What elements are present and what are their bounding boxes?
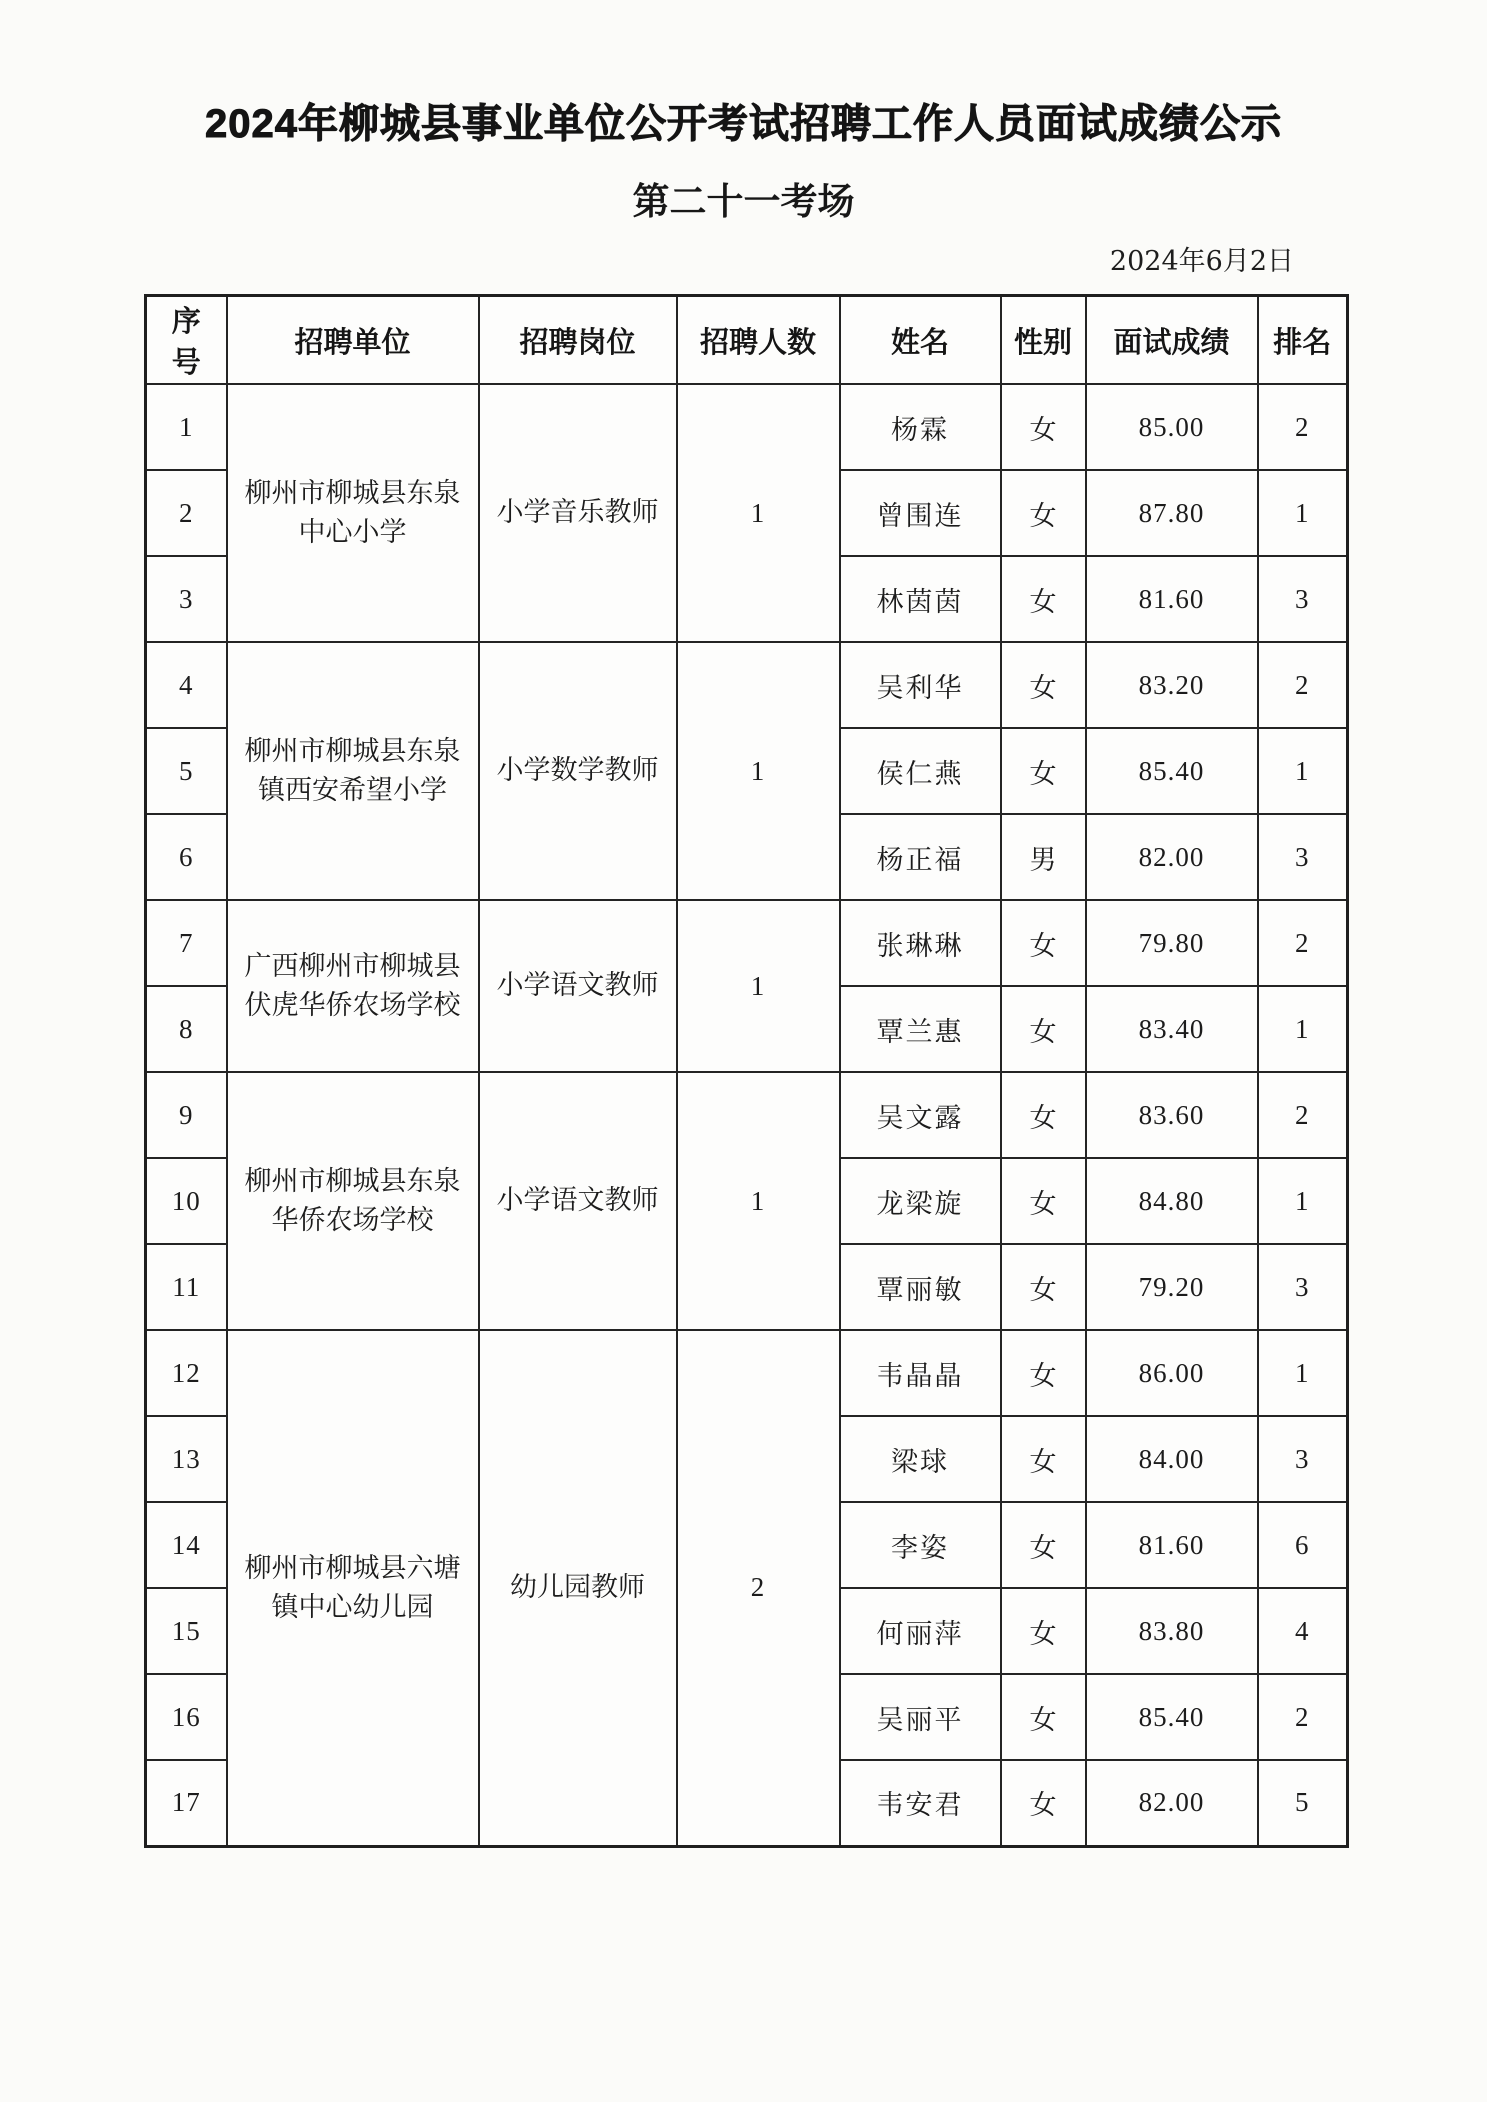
column-header-8: 排名 — [1258, 296, 1348, 385]
table-body — [146, 384, 1348, 1846]
rank-cell: 3 — [1258, 1416, 1348, 1502]
gender-cell: 女 — [1001, 1760, 1086, 1846]
score-cell: 85.40 — [1086, 728, 1258, 814]
document-date: 2024年6月2日 — [1109, 246, 1294, 277]
serial-cell: 15 — [146, 1588, 227, 1674]
score-cell: 84.00 — [1086, 1416, 1258, 1502]
gender-cell: 女 — [1001, 728, 1086, 814]
rank-cell: 1 — [1258, 470, 1348, 556]
score-cell: 81.60 — [1086, 556, 1258, 642]
table-header — [146, 296, 1348, 385]
name-cell: 林茵茵 — [840, 556, 1001, 642]
serial-cell: 13 — [146, 1416, 227, 1502]
rank-cell: 2 — [1258, 900, 1348, 986]
position-cell: 小学数学教师 — [479, 642, 677, 900]
score-cell: 82.00 — [1086, 814, 1258, 900]
serial-cell: 2 — [146, 470, 227, 556]
gender-cell: 女 — [1001, 1416, 1086, 1502]
score-cell: 87.80 — [1086, 470, 1258, 556]
serial-cell: 11 — [146, 1244, 227, 1330]
table-row — [146, 1330, 1348, 1416]
rank-cell: 2 — [1258, 642, 1348, 728]
column-header-1: 序号 — [146, 296, 227, 385]
column-header-2: 招聘单位 — [227, 296, 479, 385]
name-cell: 杨正福 — [840, 814, 1001, 900]
column-header-5: 姓名 — [840, 296, 1001, 385]
recruits-cell: 1 — [677, 642, 840, 900]
score-cell: 83.60 — [1086, 1072, 1258, 1158]
gender-cell: 男 — [1001, 814, 1086, 900]
serial-cell: 14 — [146, 1502, 227, 1588]
results-table — [144, 294, 1349, 1848]
gender-cell: 女 — [1001, 1244, 1086, 1330]
name-cell: 覃兰惠 — [840, 986, 1001, 1072]
name-cell: 侯仁燕 — [840, 728, 1001, 814]
score-cell: 81.60 — [1086, 1502, 1258, 1588]
name-cell: 曾围连 — [840, 470, 1001, 556]
gender-cell: 女 — [1001, 1588, 1086, 1674]
score-cell: 79.20 — [1086, 1244, 1258, 1330]
serial-cell: 5 — [146, 728, 227, 814]
name-cell: 韦安君 — [840, 1760, 1001, 1846]
gender-cell: 女 — [1001, 1158, 1086, 1244]
gender-cell: 女 — [1001, 1330, 1086, 1416]
serial-cell: 9 — [146, 1072, 227, 1158]
serial-cell: 17 — [146, 1760, 227, 1846]
rank-cell: 4 — [1258, 1588, 1348, 1674]
exam-room-subtitle: 第二十一考场 — [632, 181, 855, 222]
unit-cell: 柳州市柳城县东泉华侨农场学校 — [227, 1072, 479, 1330]
gender-cell: 女 — [1001, 384, 1086, 470]
header-row — [146, 296, 1348, 385]
rank-cell: 2 — [1258, 1072, 1348, 1158]
serial-cell: 4 — [146, 642, 227, 728]
gender-cell: 女 — [1001, 1072, 1086, 1158]
score-cell: 83.40 — [1086, 986, 1258, 1072]
rank-cell: 2 — [1258, 384, 1348, 470]
rank-cell: 1 — [1258, 728, 1348, 814]
serial-cell: 8 — [146, 986, 227, 1072]
serial-cell: 1 — [146, 384, 227, 470]
serial-cell: 6 — [146, 814, 227, 900]
unit-cell: 广西柳州市柳城县伏虎华侨农场学校 — [227, 900, 479, 1072]
recruits-cell: 2 — [677, 1330, 840, 1846]
rank-cell: 6 — [1258, 1502, 1348, 1588]
gender-cell: 女 — [1001, 900, 1086, 986]
unit-cell: 柳州市柳城县东泉中心小学 — [227, 384, 479, 642]
table-row — [146, 642, 1348, 728]
name-cell: 杨霖 — [840, 384, 1001, 470]
name-cell: 吴丽平 — [840, 1674, 1001, 1760]
table-row — [146, 384, 1348, 470]
score-cell: 83.80 — [1086, 1588, 1258, 1674]
name-cell: 李姿 — [840, 1502, 1001, 1588]
recruits-cell: 1 — [677, 384, 840, 642]
position-cell: 小学语文教师 — [479, 1072, 677, 1330]
name-cell: 何丽萍 — [840, 1588, 1001, 1674]
rank-cell: 5 — [1258, 1760, 1348, 1846]
score-cell: 85.00 — [1086, 384, 1258, 470]
column-header-4: 招聘人数 — [677, 296, 840, 385]
score-cell: 83.20 — [1086, 642, 1258, 728]
rank-cell: 1 — [1258, 1158, 1348, 1244]
rank-cell: 3 — [1258, 556, 1348, 642]
column-header-7: 面试成绩 — [1086, 296, 1258, 385]
column-header-6: 性别 — [1001, 296, 1086, 385]
serial-cell: 7 — [146, 900, 227, 986]
gender-cell: 女 — [1001, 1674, 1086, 1760]
score-cell: 84.80 — [1086, 1158, 1258, 1244]
serial-cell: 16 — [146, 1674, 227, 1760]
name-cell: 覃丽敏 — [840, 1244, 1001, 1330]
gender-cell: 女 — [1001, 642, 1086, 728]
name-cell: 梁球 — [840, 1416, 1001, 1502]
recruits-cell: 1 — [677, 1072, 840, 1330]
unit-cell: 柳州市柳城县六塘镇中心幼儿园 — [227, 1330, 479, 1846]
rank-cell: 1 — [1258, 986, 1348, 1072]
position-cell: 幼儿园教师 — [479, 1330, 677, 1846]
recruits-cell: 1 — [677, 900, 840, 1072]
score-cell: 82.00 — [1086, 1760, 1258, 1846]
rank-cell: 1 — [1258, 1330, 1348, 1416]
table-row — [146, 900, 1348, 986]
score-cell: 85.40 — [1086, 1674, 1258, 1760]
name-cell: 韦晶晶 — [840, 1330, 1001, 1416]
name-cell: 张琳琳 — [840, 900, 1001, 986]
unit-cell: 柳州市柳城县东泉镇西安希望小学 — [227, 642, 479, 900]
rank-cell: 2 — [1258, 1674, 1348, 1760]
gender-cell: 女 — [1001, 556, 1086, 642]
position-cell: 小学音乐教师 — [479, 384, 677, 642]
table-row — [146, 1072, 1348, 1158]
score-cell: 79.80 — [1086, 900, 1258, 986]
column-header-3: 招聘岗位 — [479, 296, 677, 385]
score-cell: 86.00 — [1086, 1330, 1258, 1416]
serial-cell: 3 — [146, 556, 227, 642]
name-cell: 吴文露 — [840, 1072, 1001, 1158]
serial-cell: 10 — [146, 1158, 227, 1244]
gender-cell: 女 — [1001, 1502, 1086, 1588]
position-cell: 小学语文教师 — [479, 900, 677, 1072]
page-title: 2024年柳城县事业单位公开考试招聘工作人员面试成绩公示 — [205, 102, 1282, 146]
name-cell: 龙梁旋 — [840, 1158, 1001, 1244]
gender-cell: 女 — [1001, 470, 1086, 556]
rank-cell: 3 — [1258, 814, 1348, 900]
name-cell: 吴利华 — [840, 642, 1001, 728]
gender-cell: 女 — [1001, 986, 1086, 1072]
serial-cell: 12 — [146, 1330, 227, 1416]
rank-cell: 3 — [1258, 1244, 1348, 1330]
